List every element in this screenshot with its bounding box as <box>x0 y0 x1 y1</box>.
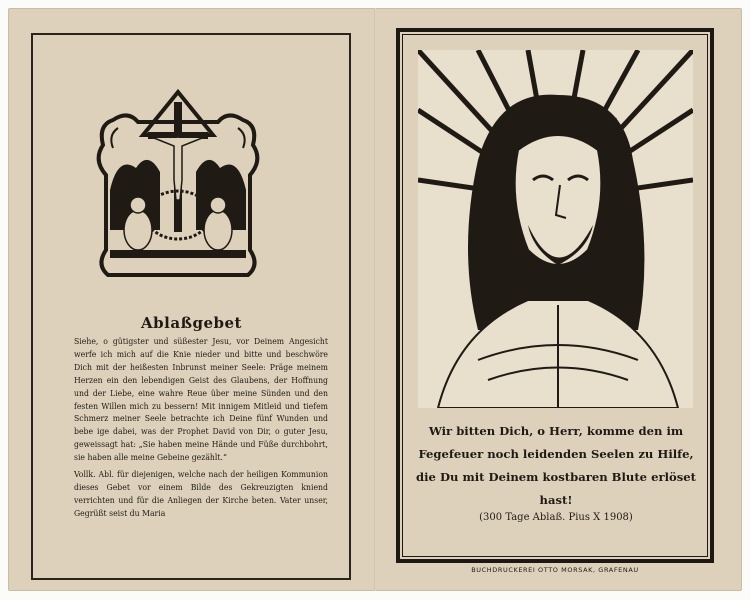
memorial-caption: Wir bitten Dich, o Herr, komme den im Fegefeuer noch leidenden Seelen zu Hilfe, die Du mit Deinem kostbaren Blute erlöset hast! <box>416 424 696 507</box>
christ-portrait-icon <box>418 50 693 408</box>
card-fold <box>374 8 376 591</box>
indulgence-note: Vollk. Abl. für diejenigen, welche nach der heiligen Kommunion dieses Gebet vor einem Bilde des Gekreuzigten kniend verrichten und für die Anliegen der Kirche beten. Vater unser, Gegrüßt seist du Maria <box>74 470 328 519</box>
prayer-text <box>74 336 328 525</box>
indulgence-line: (300 Tage Ablaß. Pius X 1908) <box>479 512 633 523</box>
printer-imprint: BUCHDRUCKEREI OTTO MORSAK, GRAFENAU <box>471 566 639 574</box>
prayer-paragraph: Siehe, o gütigster und süßester Jesu, vor Deinem Angesicht werfe ich mich auf die Knie nieder und bitte und beschwöre Dich mit der heißesten Inbrunst meiner Seele: Präge meinem Herzen ein den lebendigen Geist des Glaubens, der Hoffnung und der Liebe, eine wahre Reue über meine Sünden und den festen Willen mich zu bessern! Mit innigem Mitleid und tiefem Schmerz meiner Seele betrachte ich Deine fünf Wunden und bebe ige dabei, was der Prophet David von Dir, o guter Jesu, geweissagt hat: „Sie haben meine Hände und Füße durchbohrt, sie haben alle meine Gebeine gezählt.“ <box>74 337 328 464</box>
prayer-title: Ablaßgebet <box>141 314 242 332</box>
crucifix-emblem-icon <box>88 80 268 285</box>
